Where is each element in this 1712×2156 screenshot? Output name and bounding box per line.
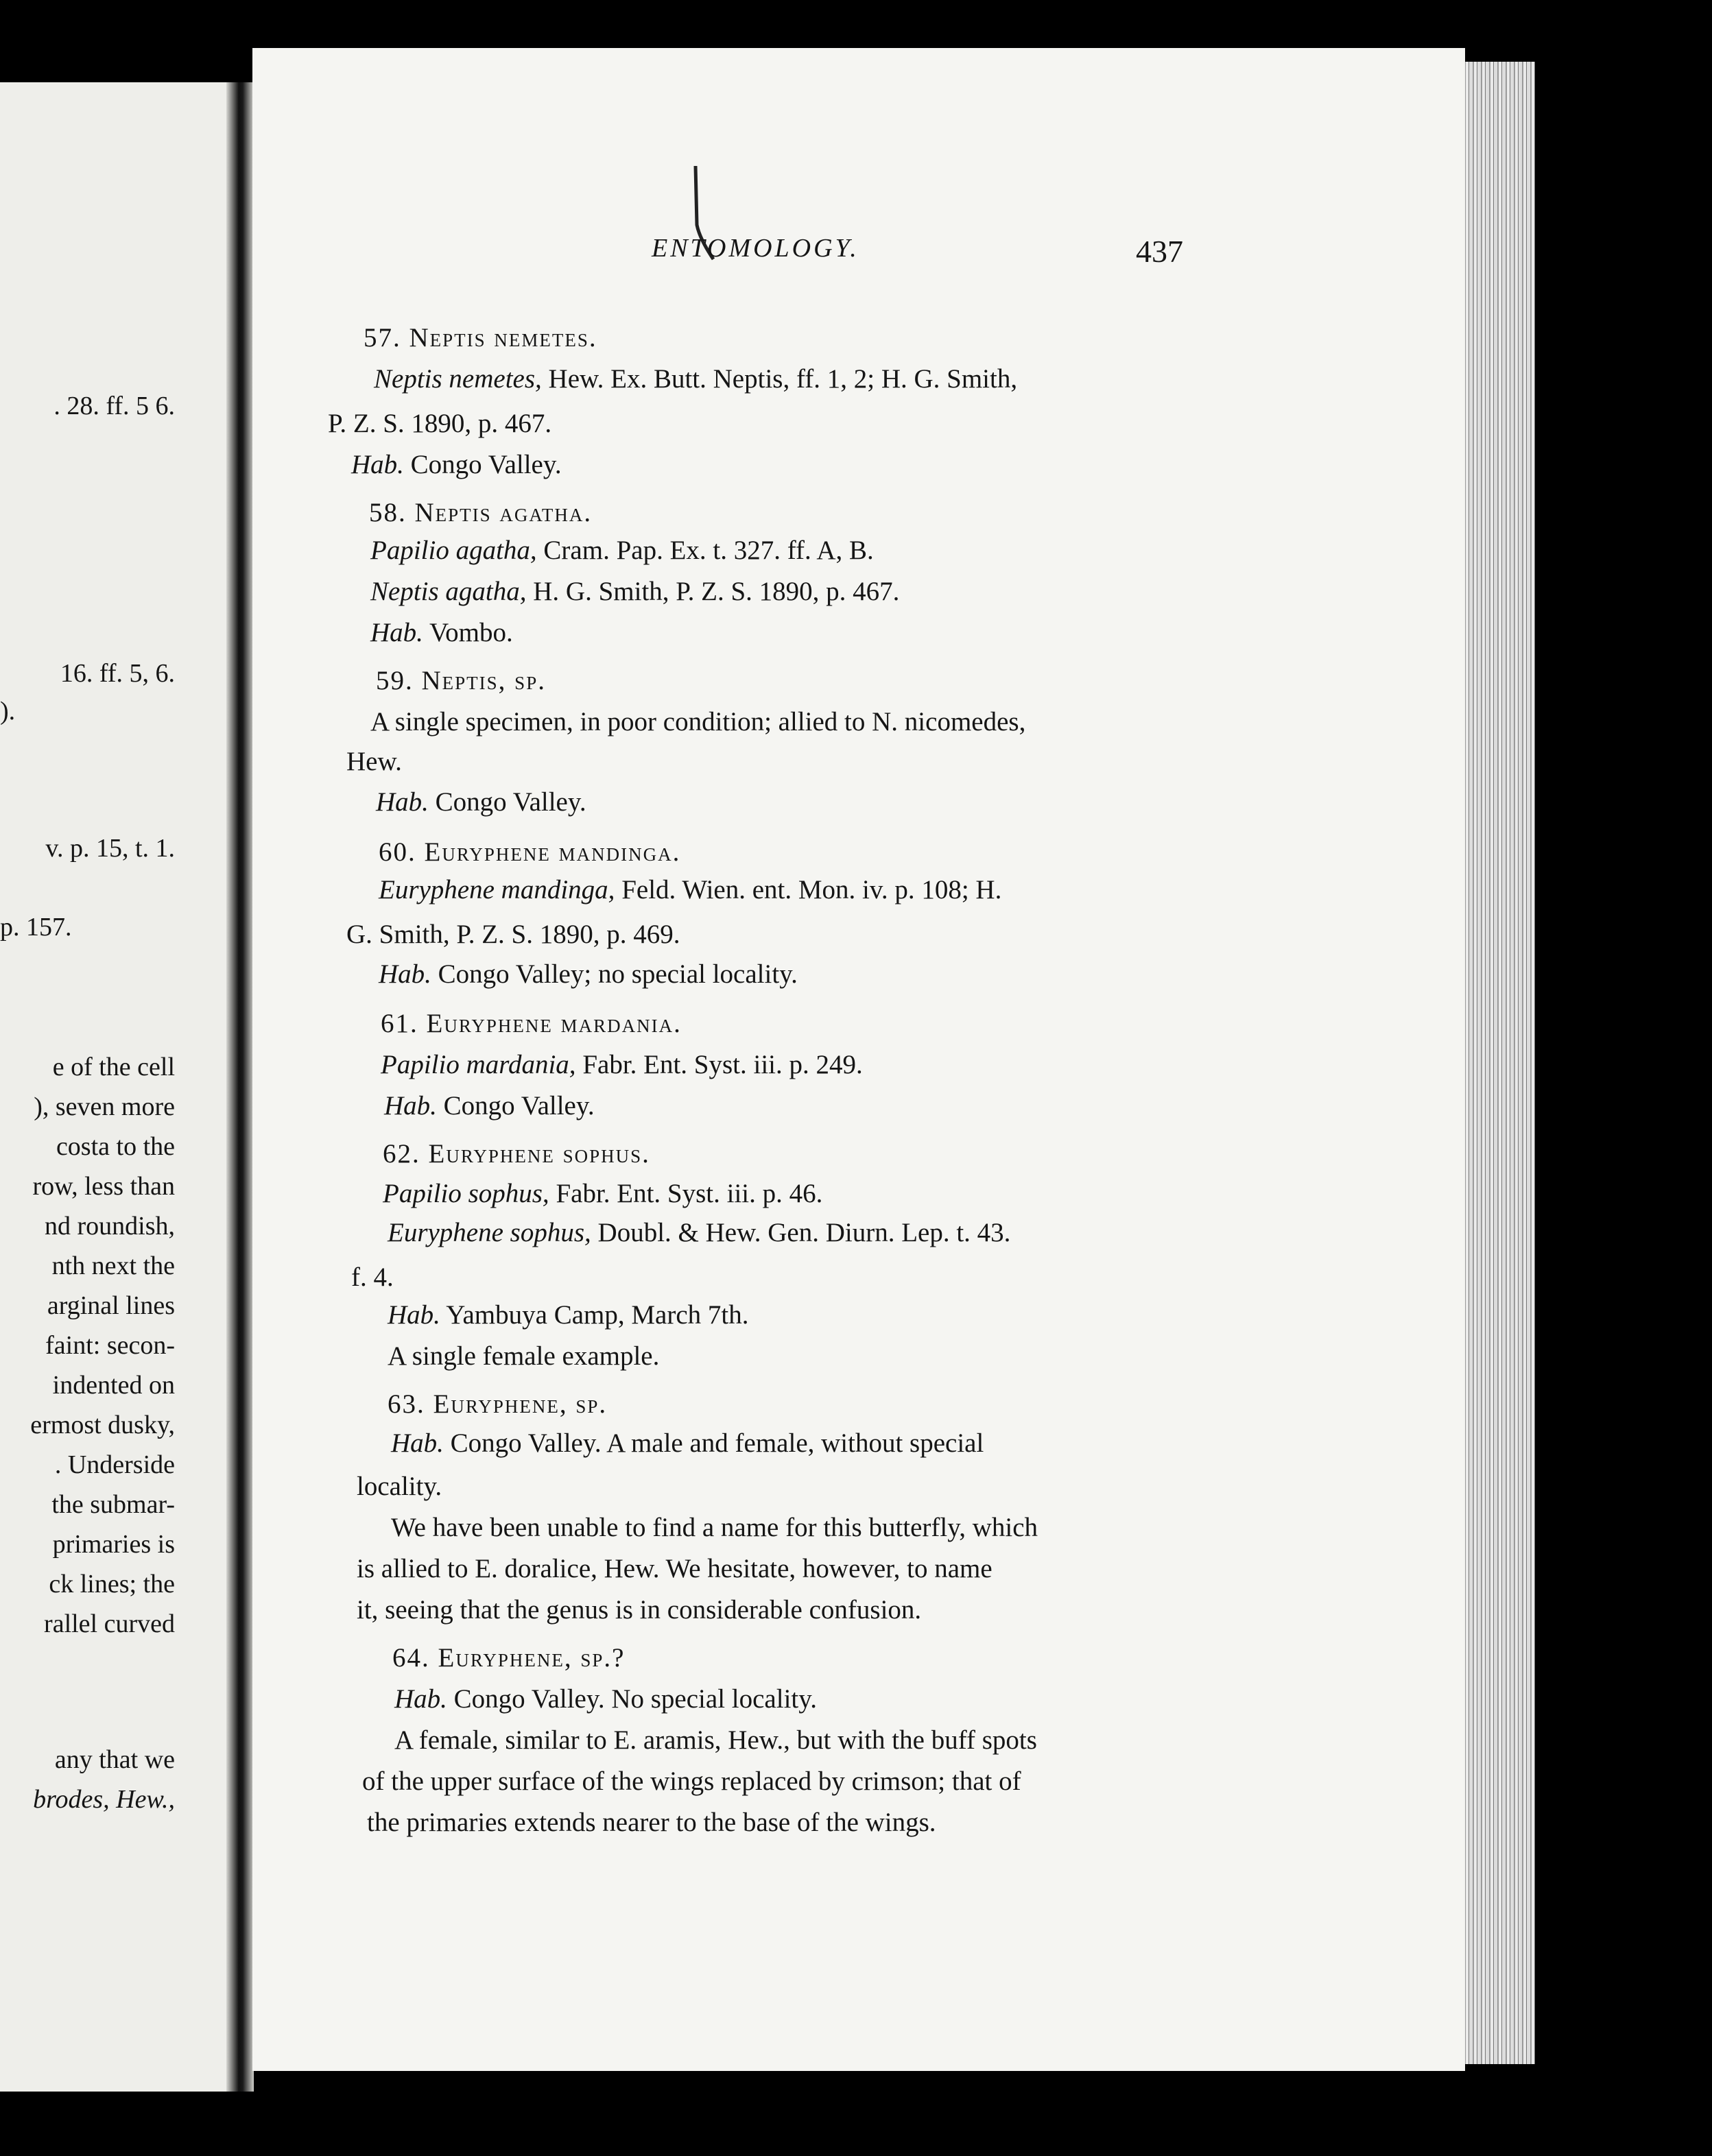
- left-fragment: costa to the: [56, 1132, 175, 1161]
- entry-line: Hab. Congo Valley.: [351, 450, 562, 479]
- entry-line: Neptis agatha, H. G. Smith, P. Z. S. 1890, p. 467.: [370, 577, 900, 606]
- entry-line: G. Smith, P. Z. S. 1890, p. 469.: [346, 920, 680, 949]
- left-fragment: nth next the: [51, 1251, 175, 1280]
- running-head: ENTOMOLOGY.: [652, 234, 859, 263]
- left-fragment: . Underside: [54, 1450, 175, 1479]
- entry-line: Hab. Congo Valley; no special locality.: [379, 959, 798, 989]
- left-fragment: nd roundish,: [45, 1212, 175, 1241]
- left-fragment: 16. ff. 5, 6.: [60, 659, 175, 688]
- entry-line: the primaries extends nearer to the base of the wings.: [367, 1808, 936, 1837]
- entry-line: Hab. Congo Valley. No special locality.: [394, 1684, 817, 1714]
- entry-heading: 64. Euryphene, sp.?: [392, 1643, 626, 1673]
- entry-line: Papilio mardania, Fabr. Ent. Syst. iii. p. 249.: [381, 1050, 863, 1079]
- entry-line: P. Z. S. 1890, p. 467.: [328, 409, 552, 438]
- facing-page-left: [0, 82, 233, 2092]
- entry-heading: 63. Euryphene, sp.: [388, 1389, 608, 1419]
- page-number: 437: [1136, 234, 1183, 269]
- entry-line: of the upper surface of the wings replaced by crimson; that of: [362, 1766, 1021, 1796]
- left-fragment: brodes, Hew.,: [33, 1785, 175, 1814]
- entry-line: f. 4.: [351, 1262, 394, 1292]
- entry-heading: 59. Neptis, sp.: [376, 666, 546, 695]
- entry-line: locality.: [357, 1472, 442, 1501]
- entry-line: Papilio sophus, Fabr. Ent. Syst. iii. p. 46.: [383, 1179, 823, 1208]
- left-fragment: faint: secon-: [45, 1331, 175, 1360]
- left-fragment: ermost dusky,: [30, 1411, 175, 1439]
- entry-line: We have been unable to find a name for this butterfly, which: [391, 1513, 1038, 1542]
- left-fragment: any that we: [54, 1745, 175, 1774]
- entry-line: A female, similar to E. aramis, Hew., but with the buff spots: [394, 1725, 1037, 1755]
- left-fragment: ).: [0, 697, 16, 726]
- left-fragment: the submar-: [51, 1490, 175, 1519]
- entry-heading: 58. Neptis agatha.: [369, 498, 593, 527]
- left-fragment: rallel curved: [44, 1609, 175, 1638]
- left-fragment: p. 157.: [0, 913, 72, 942]
- entry-heading: 60. Euryphene mandinga.: [379, 837, 681, 867]
- left-fragment: . 28. ff. 5 6.: [54, 392, 175, 420]
- entry-line: Neptis nemetes, Hew. Ex. Butt. Neptis, ff. 1, 2; H. G. Smith,: [374, 364, 1018, 394]
- entry-heading: 62. Euryphene sophus.: [383, 1139, 650, 1169]
- left-fragment: row, less than: [32, 1172, 175, 1201]
- left-fragment: ), seven more: [34, 1092, 175, 1121]
- entry-line: Euryphene sophus, Doubl. & Hew. Gen. Diurn. Lep. t. 43.: [388, 1218, 1011, 1247]
- entry-line: Hab. Congo Valley.: [384, 1091, 595, 1121]
- left-fragment: ck lines; the: [49, 1570, 175, 1598]
- entry-line: Hab. Vombo.: [370, 618, 513, 647]
- entry-line: Hab. Yambuya Camp, March 7th.: [388, 1300, 749, 1330]
- left-fragment: v. p. 15, t. 1.: [45, 834, 175, 863]
- entry-line: A single female example.: [388, 1341, 660, 1371]
- entry-line: is allied to E. doralice, Hew. We hesitate, however, to name: [357, 1554, 992, 1583]
- entry-line: Hab. Congo Valley. A male and female, without special: [391, 1428, 984, 1458]
- page-edges: [1453, 62, 1535, 2064]
- entry-line: Euryphene mandinga, Feld. Wien. ent. Mon. iv. p. 108; H.: [379, 875, 1002, 905]
- entry-heading: 61. Euryphene mardania.: [381, 1009, 682, 1038]
- entry-line: Hew.: [346, 747, 402, 776]
- entry-line: A single specimen, in poor condition; allied to N. nicomedes,: [370, 707, 1026, 736]
- entry-heading: 57. Neptis nemetes.: [364, 323, 597, 352]
- left-fragment: e of the cell: [52, 1053, 175, 1081]
- entry-line: it, seeing that the genus is in considerable confusion.: [357, 1595, 922, 1625]
- left-fragment: primaries is: [52, 1530, 175, 1559]
- left-fragment: arginal lines: [47, 1291, 175, 1320]
- left-fragment: indented on: [52, 1371, 175, 1400]
- entry-line: Hab. Congo Valley.: [376, 787, 586, 817]
- entry-line: Papilio agatha, Cram. Pap. Ex. t. 327. ff. A, B.: [370, 536, 874, 565]
- book-gutter: [226, 82, 254, 2092]
